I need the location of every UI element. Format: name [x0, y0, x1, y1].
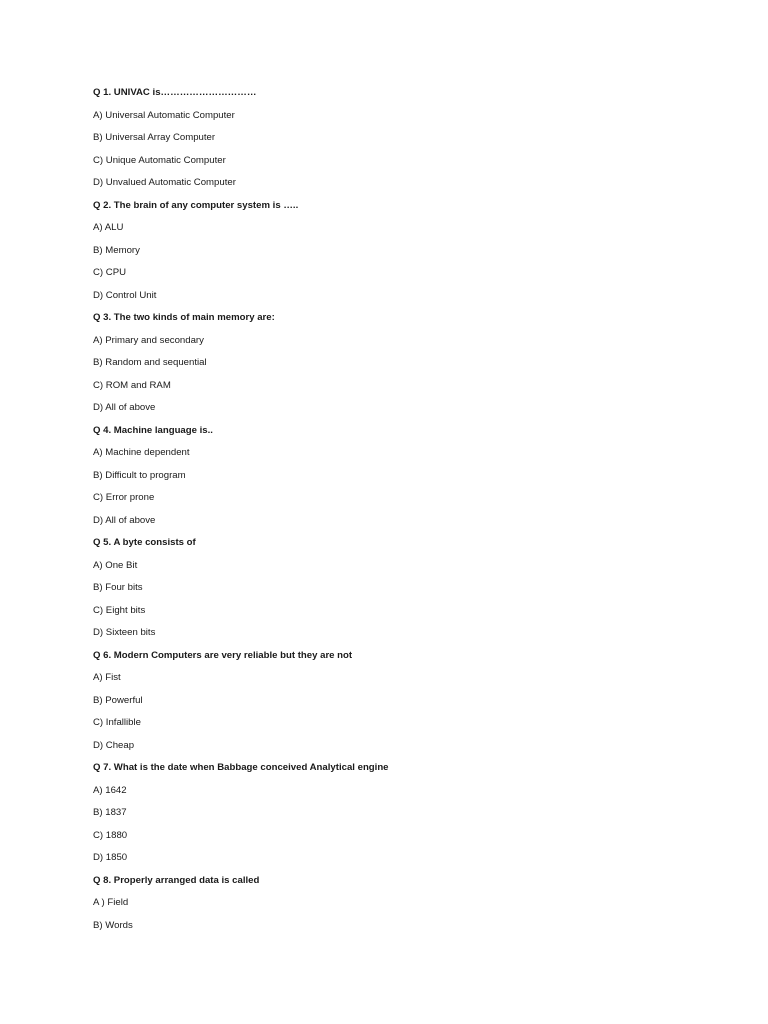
question-1-option-b: B) Universal Array Computer [93, 132, 216, 143]
question-4-option-a: A) Machine dependent [93, 447, 190, 458]
question-1-option-c: C) Unique Automatic Computer [93, 154, 226, 166]
question-5-option-d: D) Sixteen bits [93, 627, 156, 638]
question-6-option-c: C) Infallible [93, 717, 141, 728]
question-6-option-b: B) Powerful [93, 694, 143, 706]
question-2-option-a: A) ALU [93, 222, 124, 233]
question-8-option-a: A ) Field [93, 897, 129, 908]
question-4-option-d: D) All of above [93, 514, 156, 526]
question-6-option-a: A) Fist [93, 672, 121, 683]
question-3-option-a: A) Primary and secondary [93, 334, 204, 346]
question-7-option-a: A) 1642 [93, 784, 127, 796]
question-7-option-b: B) 1837 [93, 807, 127, 818]
question-3-option-b: B) Random and sequential [93, 357, 207, 368]
question-8-text: Q 8. Properly arranged data is called [93, 874, 260, 886]
question-2-option-d: D) Control Unit [93, 289, 157, 301]
question-5-text: Q 5. A byte consists of [93, 537, 196, 548]
question-4-option-c: C) Error prone [93, 492, 155, 503]
question-1-text: Q 1. UNIVAC is………………………… [93, 87, 257, 98]
question-1-option-a: A) Universal Automatic Computer [93, 109, 235, 121]
question-3-option-c: C) ROM and RAM [93, 379, 171, 391]
question-4-option-b: B) Difficult to program [93, 469, 186, 481]
question-2-option-b: B) Memory [93, 244, 140, 256]
question-3-text: Q 3. The two kinds of main memory are: [93, 312, 275, 323]
question-6-option-d: D) Cheap [93, 739, 135, 751]
question-6-text: Q 6. Modern Computers are very reliable but they are not [93, 649, 353, 661]
question-1-option-d: D) Unvalued Automatic Computer [93, 177, 236, 188]
question-5-option-c: C) Eight bits [93, 604, 146, 616]
question-2-text: Q 2. The brain of any computer system is ….. [93, 199, 299, 211]
quiz-document [93, 86, 693, 941]
question-8-option-b: B) Words [93, 919, 133, 931]
question-7-option-d: D) 1850 [93, 852, 128, 863]
question-4-text: Q 4. Machine language is.. [93, 424, 213, 436]
question-7-text: Q 7. What is the date when Babbage conceived Analytical engine [93, 762, 389, 773]
question-7-option-c: C) 1880 [93, 829, 128, 841]
question-5-option-b: B) Four bits [93, 582, 143, 593]
question-5-option-a: A) One Bit [93, 559, 138, 571]
question-3-option-d: D) All of above [93, 402, 156, 413]
question-2-option-c: C) CPU [93, 267, 127, 278]
